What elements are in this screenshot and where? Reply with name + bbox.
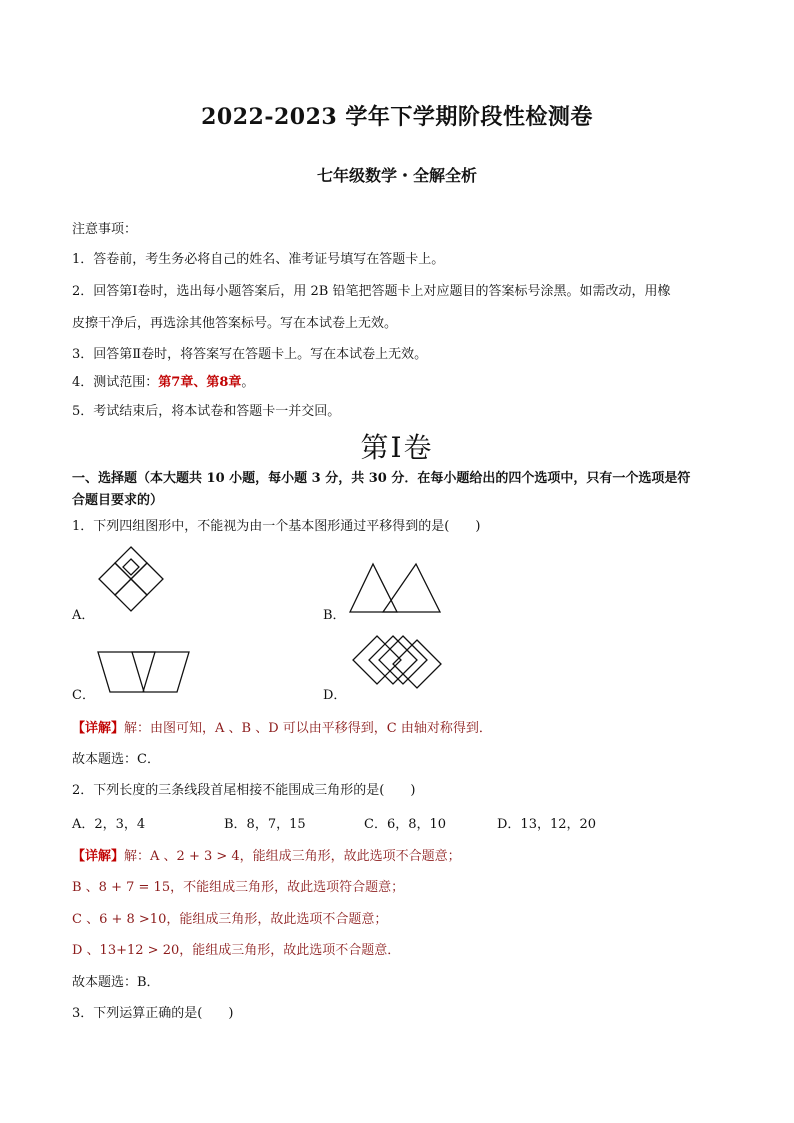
q2-detail-line-1 bbox=[72, 845, 461, 864]
section-intro-line-2: 合题目要求的） bbox=[72, 493, 164, 508]
q2-option-a: A．2，3，4 bbox=[72, 817, 146, 832]
q1-option-a-figure bbox=[95, 545, 167, 617]
document-title: 2022-2023 学年下学期阶段性检测卷 bbox=[201, 104, 593, 130]
section-intro-line-1: 一、选择题（本大题共 10 小题，每小题 3 分，共 30 分．在每小题给出的四个选项中，只有一个选项是符 bbox=[72, 471, 691, 486]
note-item-4-suffix: 。 bbox=[241, 375, 255, 390]
q2-answer: 故本题选：B． bbox=[72, 975, 160, 990]
q1-option-b-figure bbox=[345, 560, 445, 616]
notes-heading: 注意事项： bbox=[72, 222, 138, 237]
question-2-stem: 2．下列长度的三条线段首尾相接不能围成三角形的是( ) bbox=[72, 783, 416, 798]
question-1-stem: 1．下列四组图形中，不能视为由一个基本图形通过平移得到的是( ) bbox=[72, 519, 481, 534]
q2-detail-text-1: 解：A 、2 + 3 > 4，能组成三角形，故此选项不合题意； bbox=[124, 849, 461, 864]
q2-detail-line-4: D 、13+12 > 20，能组成三角形，故此选项不合题意． bbox=[72, 943, 401, 958]
q1-option-b-label: B． bbox=[323, 608, 346, 623]
note-item-3: 3．回答第Ⅱ卷时，将答案写在答题卡上。写在本试卷上无效。 bbox=[72, 347, 428, 362]
q1-option-d-label: D． bbox=[323, 688, 347, 703]
q2-detail-line-3: C 、6 + 8 >10，能组成三角形，故此选项不合题意； bbox=[72, 912, 388, 927]
note-item-4-prefix: 4．测试范围： bbox=[72, 375, 159, 390]
question-3-stem: 3．下列运算正确的是( ) bbox=[72, 1006, 234, 1021]
q1-option-c-label: C． bbox=[72, 688, 95, 703]
q2-option-c: C．6，8，10 bbox=[364, 817, 447, 832]
note-item-4 bbox=[72, 371, 254, 390]
note-item-2-line-2: 皮擦干净后，再选涂其他答案标号。写在本试卷上无效。 bbox=[72, 316, 398, 331]
q1-detail-tag: 【详解】 bbox=[72, 721, 125, 736]
q1-detail bbox=[72, 717, 492, 736]
q2-option-d: D．13，12，20 bbox=[497, 817, 597, 832]
note-item-5: 5．考试结束后，将本试卷和答题卡一并交回。 bbox=[72, 404, 341, 419]
q2-detail-tag: 【详解】 bbox=[72, 849, 125, 864]
q1-option-c-figure bbox=[95, 648, 195, 696]
note-item-2-line-1: 2．回答第Ⅰ卷时，选出每小题答案后，用 2B 铅笔把答题卡上对应题目的答案标号涂黑。如需改动，用橡 bbox=[72, 284, 671, 299]
q1-answer: 故本题选：C． bbox=[72, 752, 160, 767]
document-subtitle: 七年级数学・全解全析 bbox=[316, 166, 477, 185]
q1-option-d-figure bbox=[347, 632, 447, 696]
q2-detail-line-2: B 、8 + 7 = 15，不能组成三角形，故此选项符合题意； bbox=[72, 880, 405, 895]
q1-option-a-label: A． bbox=[72, 608, 95, 623]
note-item-1: 1．答卷前，考生务必将自己的姓名、准考证号填写在答题卡上。 bbox=[72, 252, 445, 267]
section-title: 第Ⅰ卷 bbox=[360, 431, 434, 464]
q1-detail-text: 解：由图可知，A 、B 、D 可以由平移得到，C 由轴对称得到． bbox=[124, 721, 492, 736]
q2-option-b: B．8，7，15 bbox=[224, 817, 306, 832]
test-range: 第7章、第8章 bbox=[158, 375, 242, 390]
